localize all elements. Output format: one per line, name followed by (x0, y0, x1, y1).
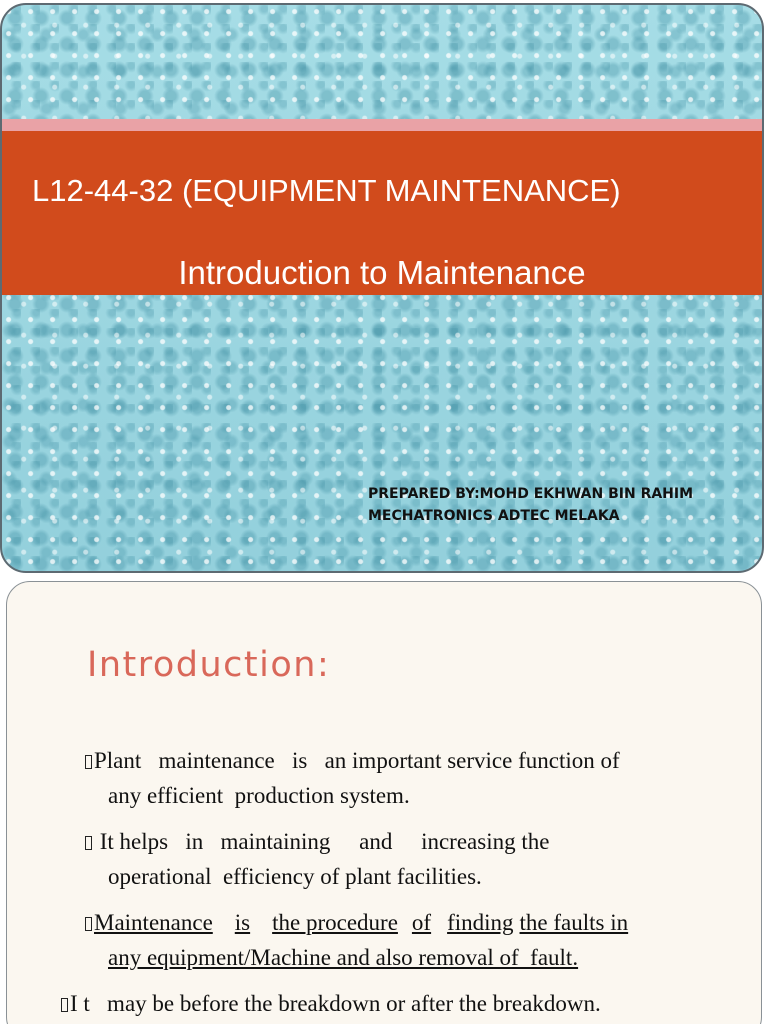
list-item (61, 987, 601, 1021)
bullet-text: I t may be before the breakdown or after the breakdown. (70, 991, 601, 1016)
credits (368, 483, 693, 527)
section-heading: Introduction: (87, 645, 331, 685)
bullet-text-part: of (411, 910, 432, 935)
list-item-continuation (108, 779, 410, 813)
square-bullet-icon (61, 998, 68, 1012)
introduction-slide (6, 581, 762, 1024)
bullet-text-part: is (234, 910, 251, 935)
department: MECHATRONICS ADTEC MELAKA (368, 508, 620, 524)
bullet-text: It helps in maintaining and increasing the (94, 829, 550, 854)
prepared-by: PREPARED BY:MOHD EKHWAN BIN RAHIM (368, 486, 694, 502)
course-code-line: L12-44-32 (EQUIPMENT MAINTENANCE) (32, 173, 621, 208)
bullet-text-part: Maintenance (94, 910, 213, 935)
bullet-text-part: the faults in (519, 910, 629, 935)
square-bullet-icon (85, 917, 92, 931)
accent-band (2, 119, 762, 131)
bullet-text-part: finding (447, 910, 514, 935)
list-item (85, 906, 628, 940)
list-item (85, 744, 620, 778)
list-item (85, 825, 549, 859)
slide-title: Introduction to Maintenance (178, 254, 586, 291)
title-slide (0, 3, 764, 573)
bullet-text-part: the procedure (272, 910, 398, 935)
bullet-text: any efficient production system. (108, 783, 410, 808)
square-bullet-icon (85, 836, 92, 850)
bullet-text: Plant maintenance is an important service function of (94, 748, 620, 773)
bullet-text: operational efficiency of plant facilities. (108, 864, 482, 889)
bullet-text: any equipment/Machine and also removal of fault. (108, 945, 579, 970)
list-item-continuation (108, 941, 578, 975)
list-item-continuation (108, 860, 482, 894)
square-bullet-icon (85, 755, 92, 769)
